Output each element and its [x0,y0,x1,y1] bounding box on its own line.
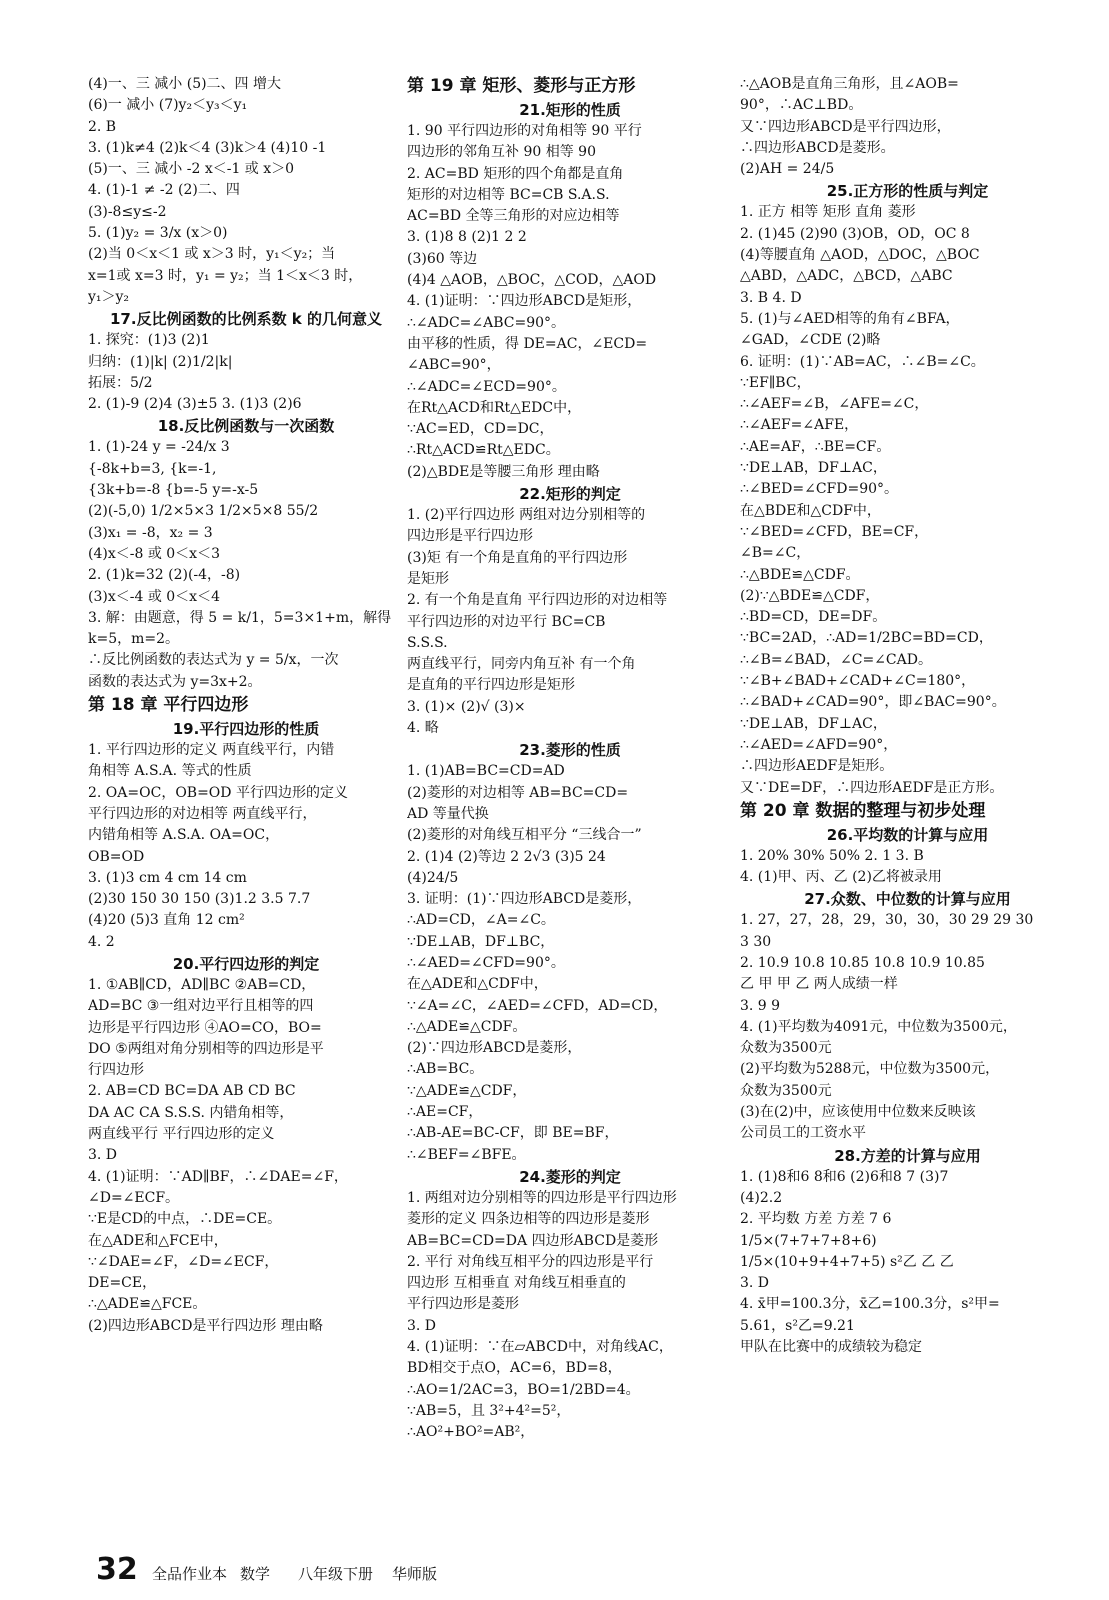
answer-line: 1. 平行四边形的定义 两直线平行，内错 [88,742,335,759]
answer-line: AD=BC ③一组对边平行且相等的四 [88,998,314,1015]
answer-line: (2)四边形ABCD是平行四边形 理由略 [88,1317,323,1334]
answer-line: 在△BDE和△CDF中， [740,502,881,519]
answer-line: (2)∵△BDE≌△CDF， [740,587,880,604]
answer-line: 两直线平行，同旁内角互补 有一个角 [407,656,636,673]
answer-line: (2)AH = 24/5 [740,161,835,178]
answer-line: 3. (1)k≠4 (2)k＜4 (3)k＞4 (4)10 -1 [88,139,327,156]
section-heading: 25.正方形的性质与判定 [826,182,989,201]
answer-line: 4. (1)-1 ≠ -2 (2)二、四 [88,182,240,199]
chapter-heading: 第 20 章 数据的整理与初步处理 [740,800,986,821]
answer-line: 5.61，s²乙=9.21 [740,1317,855,1334]
answer-line: ∴AD=CD，∠A=∠C。 [407,912,555,929]
answer-line: 2. B [88,118,117,135]
answer-line: 1. ①AB∥CD，AD∥BC ②AB=CD， [88,976,316,993]
answer-line: (4)2.2 [740,1189,783,1206]
answer-line: 4. 略 [407,720,439,737]
section-heading: 27.众数、中位数的计算与应用 [804,890,1011,909]
answer-line: (2)菱形的对边相等 AB=BC=CD= [407,784,629,801]
answer-line: 4. (1)证明：∵AD∥BF，∴∠DAE=∠F， [88,1168,348,1185]
answer-line: 3. 9 9 [740,997,781,1014]
answer-line: ∵∠DAE=∠F，∠D=∠ECF， [88,1253,279,1270]
answer-line: 1. (1)8和6 8和6 (2)6和8 7 (3)7 [740,1168,949,1185]
section-heading: 26.平均数的计算与应用 [826,825,989,844]
answer-line: 4. x̄甲=100.3分，x̄乙=100.3分，s²甲= [740,1296,1000,1313]
answer-line: 1. (1)AB=BC=CD=AD [407,763,565,780]
answer-line: 角相等 A.S.A. 等式的性质 [88,763,252,780]
answer-line: (3)x＜-4 或 0＜x＜4 [88,588,220,605]
answer-line: △ABD，△ADC，△BCD，△ABC [740,268,953,285]
answer-line: (4)一、三 减小 (5)二、四 增大 [88,76,282,92]
answer-line: ∴AB=BC。 [407,1061,484,1078]
answer-line: AC=BD 全等三角形的对应边相等 [407,208,620,225]
answer-line: (4)4 △AOB，△BOC，△COD，△AOD [407,272,657,289]
answer-line: 3 30 [740,933,772,950]
answer-line: (2)30 150 30 150 (3)1.2 3.5 7.7 [88,891,311,908]
answer-line: ∵DE⊥AB，DF⊥AC， [740,715,887,732]
answer-line: 3. 解：由题意，得 5 = k/1，5=3×1+m，解得 [88,609,392,626]
answer-line: 1. 正方 相等 矩形 直角 菱形 [740,204,916,221]
chapter-heading: 第 19 章 矩形、菱形与正方形 [407,76,636,96]
answer-line: (4)等腰直角 △AOD，△DOC，△BOC [740,247,980,264]
answer-line: 公司员工的工资水平 [740,1125,866,1142]
answer-line: 1. 探究：(1)3 (2)1 [88,332,210,349]
answer-line: ∠B=∠C， [740,545,811,562]
answer-line: ∵BC=2AD，∴AD=1/2BC=BD=CD， [740,630,993,647]
answer-line: ∴∠B=∠BAD，∠C=∠CAD。 [740,651,932,668]
answer-line: ∠GAD，∠CDE (2)略 [740,332,881,349]
answer-line: {3k+b=-8 {b=-5 y=-x-5 [88,482,259,499]
answer-line: (2)当 0＜x＜1 或 x＞3 时，y₁＜y₂；当 [88,246,336,263]
answer-line: 4. (1)证明：∵四边形ABCD是矩形， [407,293,642,310]
answer-line: ∴∠BEF=∠BFE。 [407,1146,526,1163]
subject-label: 数学 [240,1565,271,1583]
answer-line: ∴AO²+BO²=AB²， [407,1424,535,1441]
answer-line: 2. (1)45 (2)90 (3)OB，OD，OC 8 [740,225,970,242]
answer-line: 平行四边形的对边平行 BC=CB [407,613,606,630]
answer-line: ∵△ADE≌△CDF， [407,1082,527,1099]
answer-line: (2)△BDE是等腰三角形 理由略 [407,463,600,480]
answer-line: ∴∠ADC=∠ECD=90°。 [407,378,566,395]
answer-line: 由平移的性质，得 DE=AC，∠ECD= [407,335,648,352]
answer-line: (4)24/5 [407,869,459,886]
answer-line: 1. 20% 30% 50% 2. 1 3. B [740,847,924,864]
answer-line: (5)一、三 减小 -2 x＜-1 或 x＞0 [88,161,295,178]
page-footer [0,1552,1109,1600]
answer-line: 6. 证明：(1)∵AB=AC，∴∠B=∠C。 [740,353,985,370]
answer-line: 1/5×(7+7+7+8+6) [740,1232,877,1249]
answer-line: ∴△ADE≌△CDF。 [407,1018,527,1035]
answer-line: 归纳：(1)|k| (2)1/2|k| [88,353,233,370]
answer-line: ∴△BDE≌△CDF。 [740,566,860,583]
section-heading: 19.平行四边形的性质 [172,720,320,739]
answer-line: ∴AB-AE=BC-CF，即 BE=BF， [407,1125,619,1142]
answer-line: 2. (1)k=32 (2)(-4，-8) [88,567,241,584]
answer-line: 平行四边形的对边相等 两直线平行， [88,805,317,822]
answer-line: ∴四边形ABCD是菱形。 [740,139,895,156]
answer-line: 4. (1)甲、丙、乙 (2)乙将被录用 [740,869,942,886]
answer-line: 3. (1)8 8 (2)1 2 2 [407,229,527,246]
column-middle [407,74,733,1444]
answer-line: 3. B 4. D [740,289,802,306]
answer-line: ∴∠AEF=∠AFE， [740,417,859,434]
section-heading: 17.反比例函数的比例系数 k 的几何意义 [110,310,382,329]
answer-line: 2. 平均数 方差 方差 7 6 [740,1211,892,1228]
section-heading: 24.菱形的判定 [519,1167,621,1186]
answer-line: 2. 平行 对角线互相平分的四边形是平行 [407,1253,654,1270]
answer-line: ∠ABC=90°， [407,357,501,374]
book-title: 全品作业本 [152,1565,228,1583]
answer-line: y₁＞y₂ [88,288,130,305]
answer-line: 3. 证明：(1)∵四边形ABCD是菱形， [407,891,642,908]
answer-line: 平行四边形是菱形 [407,1296,519,1313]
answer-line: ∴AE=CF， [407,1104,483,1121]
answer-line: ∵AC=ED，CD=DC， [407,421,554,438]
answer-line: 5. (1)与∠AED相等的角有∠BFA， [740,310,960,327]
answer-line: 四边形的邻角互补 90 相等 90 [407,144,596,161]
answer-line: 乙 甲 甲 乙 两人成绩一样 [740,976,898,993]
answer-line: ∴△AOB是直角三角形，且∠AOB= [740,76,959,92]
answer-line: ∵DE⊥AB，DF⊥AC， [740,460,887,477]
answer-line: k=5，m=2。 [88,631,180,648]
section-heading: 23.菱形的性质 [519,741,621,760]
answer-line: 4. (1)证明：∵在▱ABCD中，对角线AC， [407,1339,673,1356]
answer-line: 矩形的对边相等 BC=CB S.A.S. [407,186,610,203]
answer-line: 2. 10.9 10.8 10.85 10.8 10.9 10.85 [740,954,985,971]
answer-line: (4)x＜-8 或 0＜x＜3 [88,545,220,562]
section-heading: 18.反比例函数与一次函数 [157,417,335,436]
answer-line: 3. (1)3 cm 4 cm 14 cm [88,869,247,886]
answer-line: 在△ADE和△FCE中， [88,1232,228,1249]
answer-line: ∴∠AED=∠CFD=90°。 [407,954,565,971]
answer-line: (2)(-5,0) 1/2×5×3 1/2×5×8 55/2 [88,503,319,520]
answer-line: (2)菱形的对角线互相平分 “三线合一” [407,827,642,844]
answer-line: ∵∠BED=∠CFD，BE=CF， [740,523,929,540]
answer-line: BD相交于点O，AC=6，BD=8， [407,1360,622,1377]
column-left [88,74,404,1337]
answer-line: 在△ADE和△CDF中， [407,976,548,993]
answer-line: OB=OD [88,848,145,865]
answer-line: ∴AO=1/2AC=3，BO=1/2BD=4。 [407,1381,640,1398]
answer-line: 甲队在比赛中的成绩较为稳定 [740,1339,922,1356]
answer-line: 1. (1)-24 y = -24/x 3 [88,439,230,456]
answer-line: AD 等量代换 [407,805,489,822]
column-right [740,74,1075,1358]
answer-line: 又∵四边形ABCD是平行四边形， [740,118,951,135]
chapter-heading: 第 18 章 平行四边形 [88,695,249,716]
answer-line: ∴∠BED=∠CFD=90°。 [740,481,899,498]
section-heading: 28.方差的计算与应用 [834,1146,981,1165]
edition-label: 华师版 [392,1565,438,1583]
answer-line: {-8k+b=3, {k=-1, [88,460,217,477]
page-number: 32 [96,1552,138,1587]
answer-line: (6)一 减小 (7)y₂＜y₃＜y₁ [88,97,248,114]
answer-line: 1. 两组对边分别相等的四边形是平行四边形 [407,1189,677,1206]
answer-line: ∴BD=CD，DE=DF。 [740,609,887,626]
answer-line: ∴Rt△ACD≌Rt△EDC。 [407,442,560,459]
answer-line: AB=BC=CD=DA 四边形ABCD是菱形 [407,1232,659,1249]
answer-line: 在Rt△ACD和Rt△EDC中， [407,399,582,416]
answer-line: (2)平均数为5288元，中位数为3500元， [740,1061,1000,1078]
answer-line: (3)-8≤y≤-2 [88,203,167,220]
answer-line: 5. (1)y₂ = 3/x (x＞0) [88,225,228,242]
answer-line: 是直角的平行四边形是矩形 [407,677,575,694]
answer-line: 四边形 互相垂直 对角线互相垂直的 [407,1275,626,1292]
answer-line: 行四边形 [88,1062,144,1079]
answer-line: 2. 有一个角是直角 平行四边形的对边相等 [407,592,668,609]
answer-line: 两直线平行 平行四边形的定义 [88,1126,275,1143]
answer-line: 2. (1)-9 (2)4 (3)±5 3. (1)3 (2)6 [88,396,302,413]
answer-line: ∴△ADE≌△FCE。 [88,1296,207,1313]
answer-line: (3)x₁ = -8，x₂ = 3 [88,524,213,541]
section-heading: 22.矩形的判定 [519,485,621,504]
answer-line: 1/5×(10+9+4+7+5) s²乙 乙 乙 [740,1253,954,1270]
answer-line: 众数为3500元 [740,1040,832,1057]
answer-line: 又∵DE=DF，∴四边形AEDF是正方形。 [740,779,1004,796]
answer-line: 3. D [407,1317,437,1334]
answer-line: ∴AE=AF，∴BE=CF。 [740,438,891,455]
section-heading: 20.平行四边形的判定 [172,954,320,973]
grade-label: 八年级下册 [298,1565,374,1583]
answer-line: 2. AB=CD BC=DA AB CD BC [88,1083,296,1100]
answer-line: 90°，∴AC⊥BD。 [740,97,863,114]
answer-line: 2. AC=BD 矩形的四个角都是直角 [407,165,624,182]
answer-line: 1. 27，27，28，29，30，30，30 29 29 30 [740,912,1034,929]
section-heading: 21.矩形的性质 [519,101,621,119]
answer-line: 四边形是平行四边形 [407,528,533,545]
answer-line: (2)∵四边形ABCD是菱形， [407,1040,582,1057]
answer-line: ∵DE⊥AB，DF⊥BC， [407,933,555,950]
answer-line: 2. (1)4 (2)等边 2 2√3 (3)5 24 [407,848,606,865]
answer-line: ∴∠BAD+∠CAD=90°，即∠BAC=90°。 [740,694,1006,711]
answer-line: 函数的表达式为 y=3x+2。 [88,673,262,690]
answer-line: ∵AB=5，且 3²+4²=5²， [407,1402,571,1419]
answer-line: 1. 90 平行四边形的对角相等 90 平行 [407,123,642,139]
answer-line: ∵∠A=∠C，∠AED=∠CFD，AD=CD， [407,997,668,1014]
answer-line: 4. 2 [88,933,115,950]
answer-line: 3. D [740,1275,770,1292]
answer-line: ∴∠AEF=∠B，∠AFE=∠C， [740,396,929,413]
answer-line: 2. OA=OC，OB=OD 平行四边形的定义 [88,784,348,801]
answer-line: 拓展：5/2 [88,374,153,391]
answer-line: DO ⑤两组对角分别相等的四边形是平 [88,1040,324,1057]
answer-line: ∵E是CD的中点，∴DE=CE。 [88,1211,282,1228]
answer-line: S.S.S. [407,634,448,651]
answer-line: 边形是平行四边形 ④AO=CO，BO= [88,1019,322,1036]
answer-line: ∠D=∠ECF。 [88,1189,180,1206]
answer-line: 是矩形 [407,570,449,587]
answer-line: ∴∠AED=∠AFD=90°， [740,736,898,753]
answer-line: 众数为3500元 [740,1082,832,1099]
answer-line: 菱形的定义 四条边相等的四边形是菱形 [407,1211,650,1228]
answer-line: 1. (2)平行四边形 两组对边分别相等的 [407,507,646,524]
answer-line: ∴四边形AEDF是矩形。 [740,758,894,775]
answer-line: (3)在(2)中，应该使用中位数来反映该 [740,1104,976,1121]
answer-line: 3. (1)× (2)√ (3)× [407,698,526,715]
answer-line: ∵∠B+∠BAD+∠CAD+∠C=180°， [740,673,976,690]
answer-line: (4)20 (5)3 直角 12 cm² [88,912,245,929]
answer-line: (3)60 等边 [407,250,478,267]
answer-line: 4. (1)平均数为4091元，中位数为3500元， [740,1018,1017,1035]
answer-line: ∴反比例函数的表达式为 y = 5/x，一次 [88,652,339,669]
answer-line: (3)矩 有一个角是直角的平行四边形 [407,549,628,566]
answer-line: DE=CE， [88,1275,157,1292]
answer-line: ∵EF∥BC， [740,374,811,391]
answer-line: 内错角相等 A.S.A. OA=OC， [88,827,280,844]
answer-line: 3. D [88,1147,118,1164]
answer-line: x=1或 x=3 时，y₁ = y₂；当 1＜x＜3 时， [88,267,363,284]
answer-line: ∴∠ADC=∠ABC=90°。 [407,314,566,331]
answer-line: DA AC CA S.S.S. 内错角相等， [88,1104,294,1121]
